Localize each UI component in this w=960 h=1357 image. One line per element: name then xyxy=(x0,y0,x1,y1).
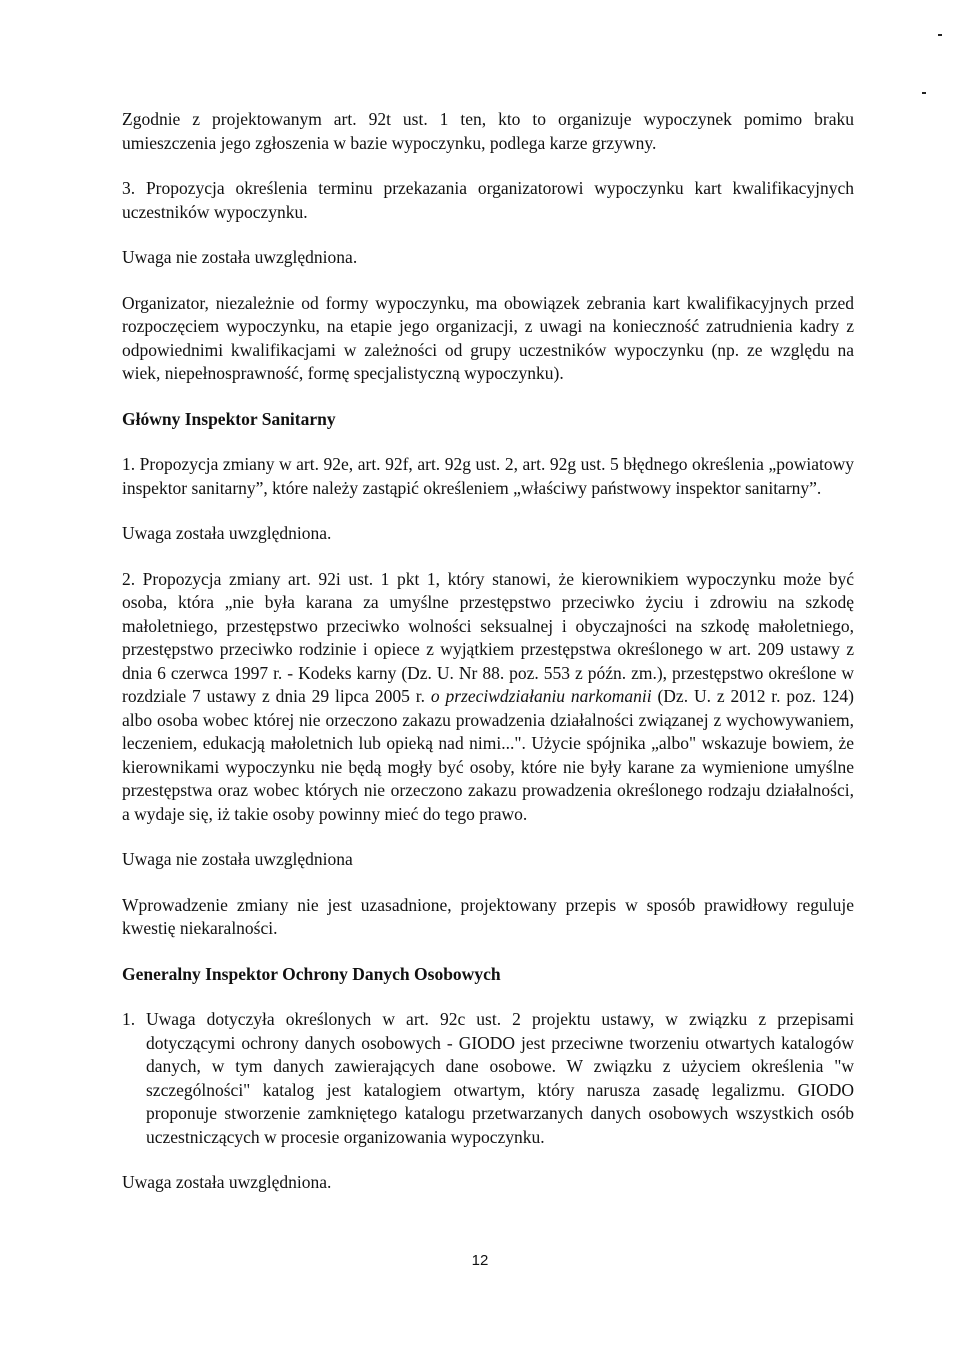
paragraph-proposal-3: 3. Propozycja określenia terminu przekazania organizatorowi wypoczynku kart kwalifikacyjnych uczestników wypoczynku. xyxy=(122,178,854,222)
list-text: Uwaga dotyczyła określonych w art. 92c ust. 2 projektu ustawy, w związku z przepisami dotyczącymi ochrony danych osobowych - GIODO jest przeciwne tworzeniu otwartych katalogów danych, w tym danych zawierających dane osobowe. W związku z użyciem określenia "w szczególności" katalog jest katalogiem otwartym, który narusza zasadę legalizmu. GIODO proponuje stworzenie zamkniętego katalogu przetwarzanych danych osobowych wszystkich osób uczestniczących w procesie organizowania wypoczynku. xyxy=(146,1009,854,1147)
paragraph-art-92t: Zgodnie z projektowanym art. 92t ust. 1 ten, kto to organizuje wypoczynek pomimo braku umieszczenia jego zgłoszenia w bazie wypoczynku, podlega karze grzywny. xyxy=(122,109,854,153)
paragraph-note-accepted-2: Uwaga została uwzględniona. xyxy=(122,1172,332,1192)
list-number: 1. xyxy=(122,1009,136,1029)
paragraph-giodo-note-1 xyxy=(122,1008,854,1149)
paragraph-gis-proposal-1: 1. Propozycja zmiany w art. 92e, art. 92f, art. 92g ust. 2, art. 92g ust. 5 błędnego określenia „powiatowy inspektor sanitarny”, które należy zastąpić określeniem „właściwy państwowy inspektor sanitarny”. xyxy=(122,454,854,498)
page-number: 12 xyxy=(471,1252,489,1269)
paragraph-note-not-accepted: Uwaga nie została uwzględniona. xyxy=(122,247,358,267)
proposal-2-text-a: 2. Propozycja zmiany art. 92i ust. 1 pkt 1, który stanowi, że kierownikiem wypoczynku może być osoba, która „nie była karana za umyślne przestępstwo przeciwko życiu i zdrowiu na szkodę małoletniego, przestępstwo przeciwko wolności seksualnej i obyczajności na szkodę małoletniego, przestępstwo przeciwko rodzinie i opiece z wyjątkiem przestępstwa określonego w art. 209 ustawy z dnia 6 czerwca 1997 r. - Kodeks karny (Dz. U. Nr 88. poz. 553 z późn. zm.), przestępstwo określone w rozdziale 7 ustawy z dnia 29 lipca 2005 r. xyxy=(122,568,854,706)
paragraph-organizer-explanation: Organizator, niezależnie od formy wypoczynku, ma obowiązek zebrania kart kwalifikacyjnych przed rozpoczęciem wypoczynku, na etapie jego organizacji, z uwagi na konieczność zatrudnienia kadry z odpowiednimi kwalifikacjami w zależności od grupy uczestników wypoczynku (np. ze względu na wiek, niepełnosprawność, formę specjalistyczną wypoczynku). xyxy=(122,292,854,383)
proposal-2-text-b: (Dz. U. z 2012 r. poz. 124) albo osoba wobec której nie orzeczono zakazu prowadzenia działalności związanej z wychowywaniem, leczeniem, edukacją małoletnich lub opieką nad nimi...". Użycie spójnika „albo" wskazuje bowiem, że kierownikami wypoczynku nie będą mogły być osoby, które nie były karane za wymienione umyślne przestępstwa oraz wobec których nie orzeczono zakazu prowadzenia określonego rodzaju działalności, a wydaje się, iż takie osoby powinny mieć do tego prawo. xyxy=(122,686,854,824)
scan-mark xyxy=(938,34,942,36)
heading-gis: Główny Inspektor Sanitarny xyxy=(122,408,336,429)
paragraph-note-accepted: Uwaga została uwzględniona. xyxy=(122,523,332,543)
heading-giodo: Generalny Inspektor Ochrony Danych Osobowych xyxy=(122,963,501,984)
scan-mark xyxy=(922,92,926,94)
paragraph-gis-proposal-2 xyxy=(122,568,854,827)
paragraph-justification: Wprowadzenie zmiany nie jest uzasadnione, projektowany przepis w sposób prawidłowy reguluje kwestię niekaralności. xyxy=(122,894,854,938)
paragraph-note-not-accepted-2: Uwaga nie została uwzględniona xyxy=(122,849,353,869)
document-page xyxy=(122,108,854,1217)
proposal-2-italic-act: o przeciwdziałaniu narkomanii xyxy=(430,686,652,706)
